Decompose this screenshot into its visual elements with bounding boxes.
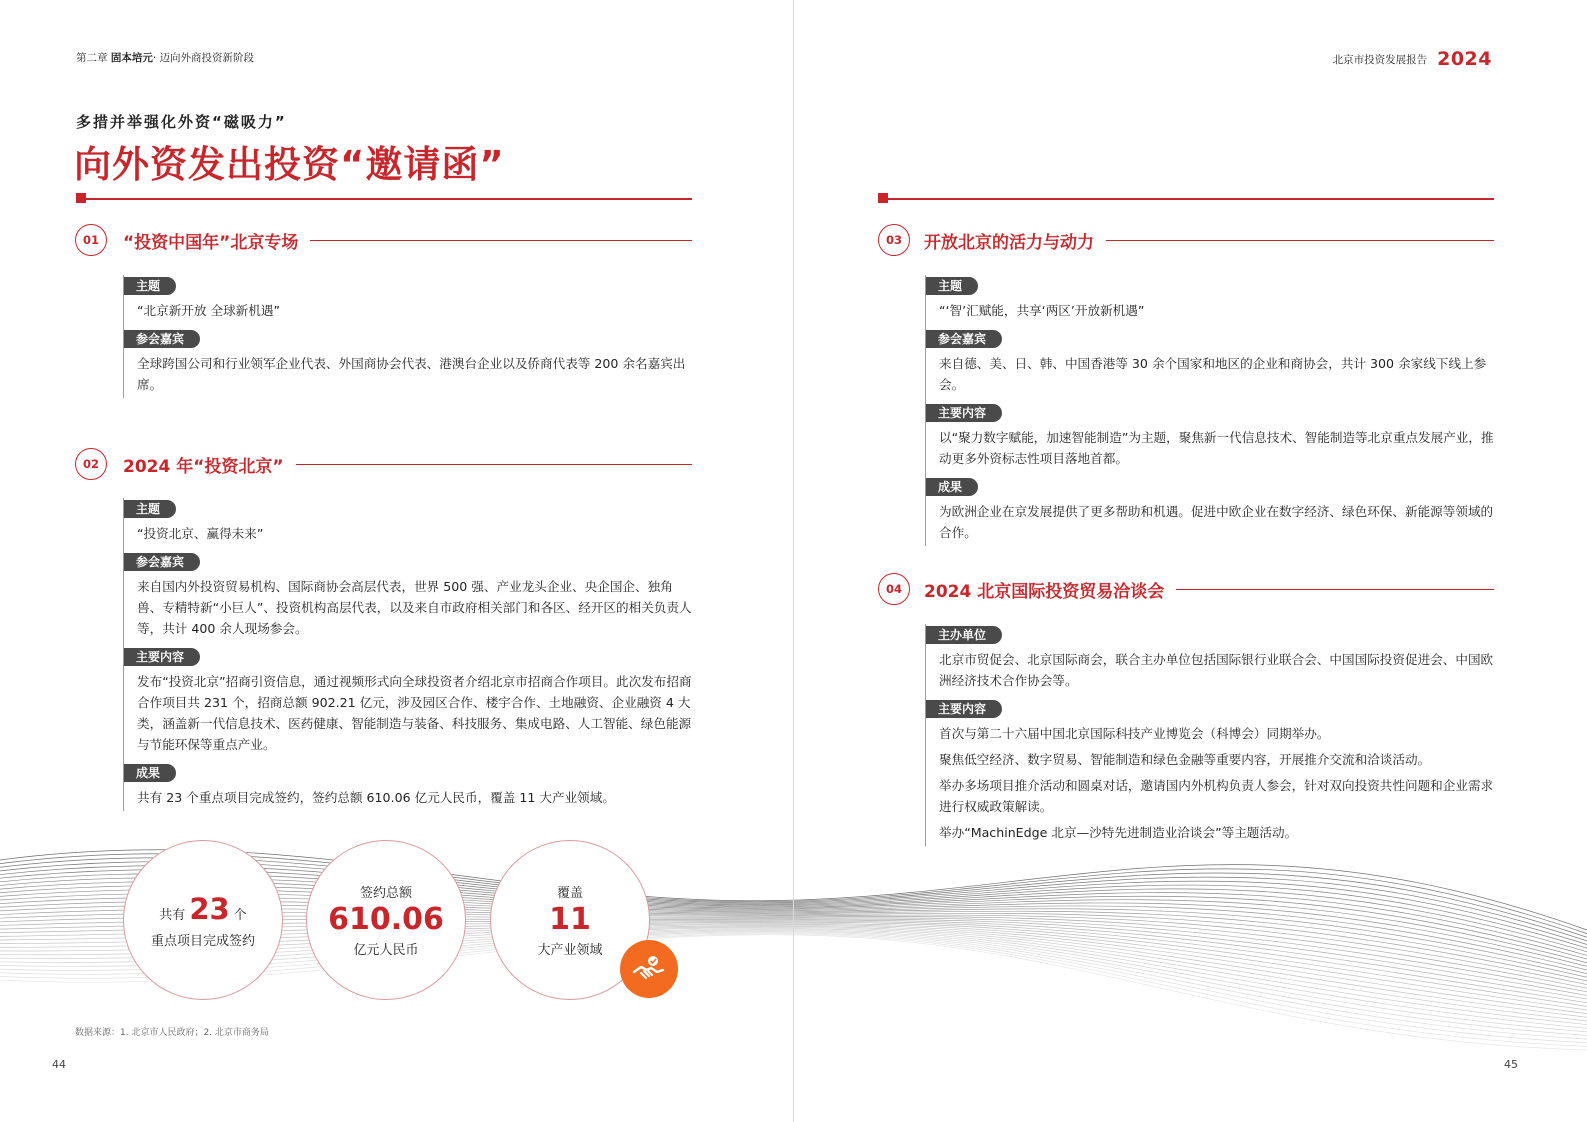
page-number: 44 xyxy=(52,1058,66,1071)
section-01-content xyxy=(123,275,693,398)
title-rule-marker xyxy=(76,193,86,203)
content-text: 以“聚力数字赋能，加速智能制造”为主题，聚焦新一代信息技术、智能制造等北京重点发展产业，推动更多外资标志性项目落地首都。 xyxy=(939,430,1494,466)
tag-theme: 主题 xyxy=(926,277,978,295)
stat-value: 23 xyxy=(189,891,230,926)
stat-top-label: 签约总额 xyxy=(359,886,412,901)
section-04-content xyxy=(925,624,1495,846)
stat-value: 610.06 xyxy=(328,902,444,937)
guests-text: 全球跨国公司和行业领军企业代表、外国商协会代表、港澳台企业以及侨商代表等 200 余名嘉宾出席。 xyxy=(137,356,686,392)
stat-prefix: 共有 xyxy=(159,907,186,923)
guests-text: 来自国内外投资贸易机构、国际商协会高层代表，世界 500 强、产业龙头企业、央企国企、独角兽、专精特新“小巨人”、投资机构高层代表，以及来自市政府相关部门和各区、经开区的相关负责人等，共计 400 余人现场参会。 xyxy=(137,579,692,636)
chapter-name: 固本培元 xyxy=(110,52,153,64)
left-page xyxy=(0,0,793,1122)
title-rule xyxy=(888,198,1494,200)
handshake-icon xyxy=(620,940,678,998)
chapter-header xyxy=(76,50,254,65)
report-header xyxy=(1333,48,1492,70)
tag-guests: 参会嘉宾 xyxy=(124,553,200,571)
section-02-content xyxy=(123,498,693,811)
section-line xyxy=(1106,240,1494,241)
section-title: “投资中国年”北京专场 xyxy=(123,232,299,253)
tag-guests: 参会嘉宾 xyxy=(124,330,200,348)
tag-results: 成果 xyxy=(124,764,176,782)
tag-content: 主要内容 xyxy=(926,404,1002,422)
stat-label: 亿元人民币 xyxy=(353,943,419,958)
section-title: 开放北京的活力与动力 xyxy=(924,232,1094,253)
right-page xyxy=(794,0,1587,1122)
section-number: 01 xyxy=(75,224,107,256)
tag-organizer: 主办单位 xyxy=(926,626,1002,644)
tag-theme: 主题 xyxy=(124,277,176,295)
stat-unit: 个 xyxy=(233,907,247,923)
section-number: 02 xyxy=(75,448,107,480)
theme-text: “投资北京、赢得未来” xyxy=(137,526,264,541)
kicker-text: 多措并举强化外资“磁吸力” xyxy=(76,113,287,131)
stat-signed-amount xyxy=(306,840,466,1000)
stat-label: 重点项目完成签约 xyxy=(150,933,255,949)
organizer-text: 北京市贸促会、北京国际商会，联合主办单位包括国际银行业联合会、中国国际投资促进会、中国欧洲经济技术合作协会等。 xyxy=(939,652,1494,688)
stat-top-label: 覆盖 xyxy=(556,886,583,901)
section-03-content xyxy=(925,275,1495,546)
content-text: 举办“MachinEdge 北京—沙特先进制造业洽谈会”等主题活动。 xyxy=(939,825,1298,840)
title-rule xyxy=(86,198,692,200)
stat-value: 11 xyxy=(549,902,591,937)
results-text: 共有 23 个重点项目完成签约，签约总额 610.06 亿元人民币，覆盖 11 大产业领域。 xyxy=(137,790,615,805)
stat-label: 大产业领域 xyxy=(537,943,603,958)
report-title: 北京市投资发展报告 xyxy=(1332,53,1428,66)
tag-content: 主要内容 xyxy=(926,700,1002,718)
section-line xyxy=(1176,589,1494,590)
guests-text: 来自德、美、日、韩、中国香港等 30 余个国家和地区的企业和商协会，共计 300 余家线下线上参会。 xyxy=(939,356,1487,392)
section-04-header xyxy=(878,573,1494,605)
data-source: 数据来源：1. 北京市人民政府；2. 北京市商务局 xyxy=(75,1028,269,1038)
theme-text: “‘智’汇赋能，共享‘两区’开放新机遇” xyxy=(939,303,1145,318)
section-01-header xyxy=(75,224,692,256)
content-text: 发布“投资北京”招商引资信息，通过视频形式向全球投资者介绍北京市招商合作项目。此次发布招商合作项目共 231 个，招商总额 902.21 亿元，涉及园区合作、楼宇合作、土地融资、企业融资 4 大类，涵盖新一代信息技术、医药健康、智能制造与装备、科技服务、集成电路、人工智能、绿色能源与节能环保等重点产业。 xyxy=(137,674,692,752)
section-03-header xyxy=(878,224,1494,256)
results-text: 为欧洲企业在京发展提供了更多帮助和机遇。促进中欧企业在数字经济、绿色环保、新能源等领域的合作。 xyxy=(939,504,1494,540)
tag-results: 成果 xyxy=(926,478,978,496)
report-year: 2024 xyxy=(1437,48,1492,70)
section-title: 2024 年“投资北京” xyxy=(123,456,284,477)
content-text: 聚焦低空经济、数字贸易、智能制造和绿色金融等重要内容，开展推介交流和洽谈活动。 xyxy=(939,752,1431,767)
section-number: 04 xyxy=(878,573,910,605)
section-line xyxy=(310,240,692,241)
section-line xyxy=(296,464,692,465)
section-02-header xyxy=(75,448,692,480)
content-text: 首次与第二十六届中国北京国际科技产业博览会（科博会）同期举办。 xyxy=(939,726,1330,741)
title-rule-marker xyxy=(878,193,888,203)
content-text: 举办多场项目推介活动和圆桌对话，邀请国内外机构负责人参会，针对双向投资共性问题和企业需求进行权威政策解读。 xyxy=(939,778,1494,814)
tag-guests: 参会嘉宾 xyxy=(926,330,1002,348)
section-number: 03 xyxy=(878,224,910,256)
stat-signed-projects xyxy=(123,840,283,1000)
page-title: 向外资发出投资“邀请函” xyxy=(74,143,505,186)
chapter-prefix: 第二章 xyxy=(76,52,111,64)
chapter-suffix: · 迈向外商投资新阶段 xyxy=(152,52,255,64)
tag-content: 主要内容 xyxy=(124,648,200,666)
theme-text: “北京新开放 全球新机遇” xyxy=(137,303,280,318)
section-title: 2024 北京国际投资贸易洽谈会 xyxy=(924,581,1165,602)
tag-theme: 主题 xyxy=(124,500,176,518)
page-number: 45 xyxy=(1504,1058,1518,1071)
